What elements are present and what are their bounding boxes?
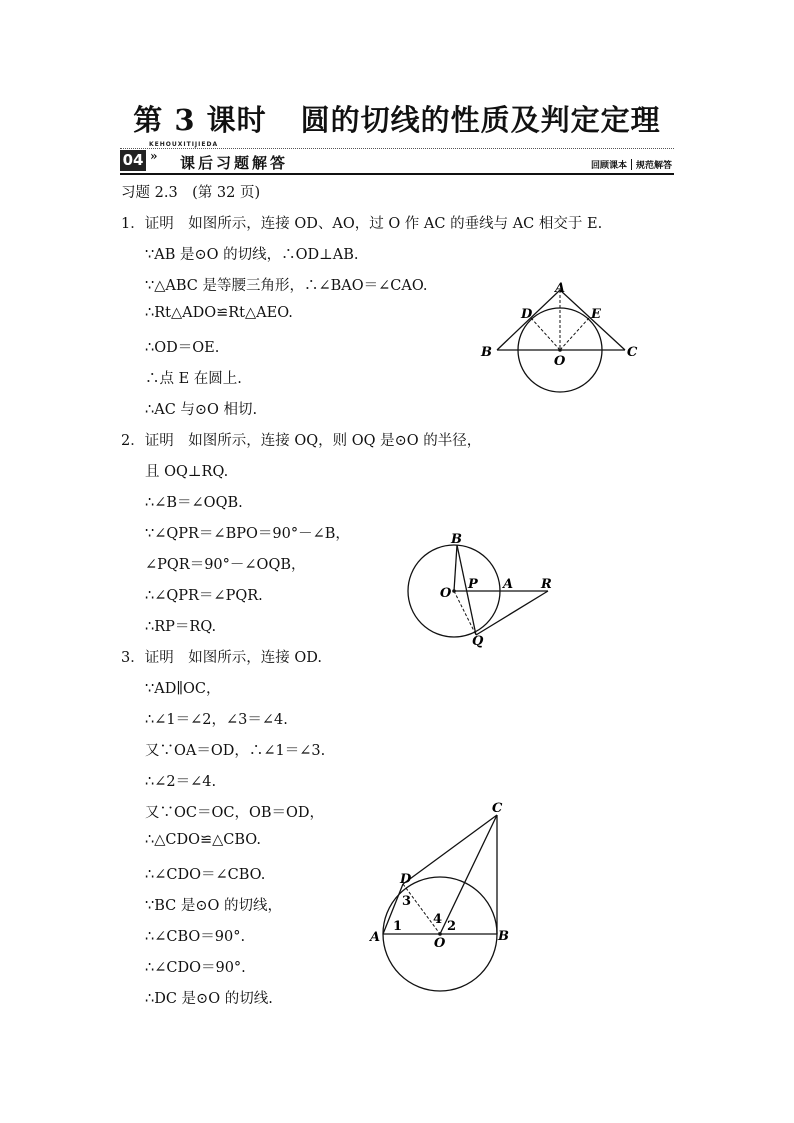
point-label: B	[498, 929, 509, 944]
proof-line: ∵∠QPR＝∠BPO＝90°－∠B，	[145, 526, 350, 542]
proof-line: ∴∠CDO＝∠CBO.	[145, 867, 266, 883]
proof-line: ∴DC 是⊙O 的切线.	[145, 991, 273, 1007]
tag-standard-answer: 规范解答	[635, 161, 672, 171]
proof-line: ∴∠CBO＝90°.	[145, 929, 246, 945]
chevron-icon: »	[150, 149, 158, 163]
point-label: Q	[472, 634, 484, 649]
point-label: O	[554, 354, 566, 369]
point-label: C	[627, 345, 638, 360]
header-pinyin: KEHOUXITIJIEDA	[149, 141, 219, 148]
proof-line: ∴∠CDO＝90°.	[145, 960, 246, 976]
figure-2-diagram	[400, 530, 565, 650]
proof-line: 又∵OA＝OD，∴∠1＝∠3.	[145, 743, 326, 759]
tag-divider	[631, 159, 632, 170]
point-label: O	[434, 936, 446, 951]
point-label: E	[591, 307, 601, 322]
proof-line: ∠PQR＝90°－∠OQB，	[145, 557, 306, 573]
proof-line: ∴点 E 在圆上.	[145, 371, 242, 387]
point-label: R	[541, 577, 552, 592]
angle-label: 1	[393, 919, 403, 934]
section-badge: 04	[120, 150, 146, 171]
point-label: B	[451, 532, 462, 547]
figure-3-diagram	[365, 800, 525, 1000]
proof-line: 又∵OC＝OC，OB＝OD，	[145, 805, 325, 821]
angle-label: 4	[433, 912, 443, 927]
point-label: D	[521, 307, 533, 322]
proof-line: ∴OD＝OE.	[145, 340, 220, 356]
section-tags	[591, 158, 672, 171]
proof-line: ∴△CDO≌△CBO.	[145, 832, 261, 848]
point-label: B	[481, 345, 492, 360]
proof-line: ∴∠1＝∠2，∠3＝∠4.	[145, 712, 288, 728]
proof-line: ∵△ABC 是等腰三角形，∴∠BAO＝∠CAO.	[145, 278, 428, 294]
lesson-number: 第 3 课时	[133, 103, 267, 137]
point-label: O	[440, 586, 452, 601]
angle-label: 2	[447, 919, 457, 934]
point-label: P	[468, 577, 478, 592]
problem-1-statement: 1．证明 如图所示，连接 OD、AO，过 O 作 AC 的垂线与 AC 相交于 E.	[121, 216, 603, 232]
section-title: 课后习题解答	[180, 154, 289, 172]
point-label: A	[555, 281, 566, 296]
proof-line: ∴∠2＝∠4.	[145, 774, 217, 790]
proof-line: ∵BC 是⊙O 的切线，	[145, 898, 282, 914]
section-header	[120, 148, 674, 175]
proof-line: ∵AD∥OC，	[145, 681, 221, 697]
proof-line: 且 OQ⊥RQ.	[145, 464, 229, 480]
point-label: C	[492, 801, 503, 816]
page-title	[0, 98, 794, 139]
proof-line: ∵AB 是⊙O 的切线，∴OD⊥AB.	[145, 247, 359, 263]
proof-line: ∴Rt△ADO≌Rt△AEO.	[145, 305, 293, 321]
exercise-heading: 习题 2.3 (第 32 页)	[121, 185, 261, 201]
problem-2-statement: 2．证明 如图所示，连接 OQ，则 OQ 是⊙O 的半径，	[121, 433, 482, 449]
problem-3-statement: 3．证明 如图所示，连接 OD.	[121, 650, 322, 666]
angle-label: 3	[402, 894, 412, 909]
proof-line: ∴∠QPR＝∠PQR.	[145, 588, 263, 604]
point-label: D	[400, 872, 412, 887]
tag-review-textbook: 回顾课本	[590, 161, 627, 171]
proof-line: ∴AC 与⊙O 相切.	[145, 402, 258, 418]
lesson-name: 圆的切线的性质及判定定理	[300, 103, 661, 137]
proof-line: ∴RP＝RQ.	[145, 619, 217, 635]
proof-line: ∴∠B＝∠OQB.	[145, 495, 243, 511]
point-label: A	[370, 930, 381, 945]
figure-1-diagram	[470, 275, 650, 375]
point-label: A	[503, 577, 514, 592]
